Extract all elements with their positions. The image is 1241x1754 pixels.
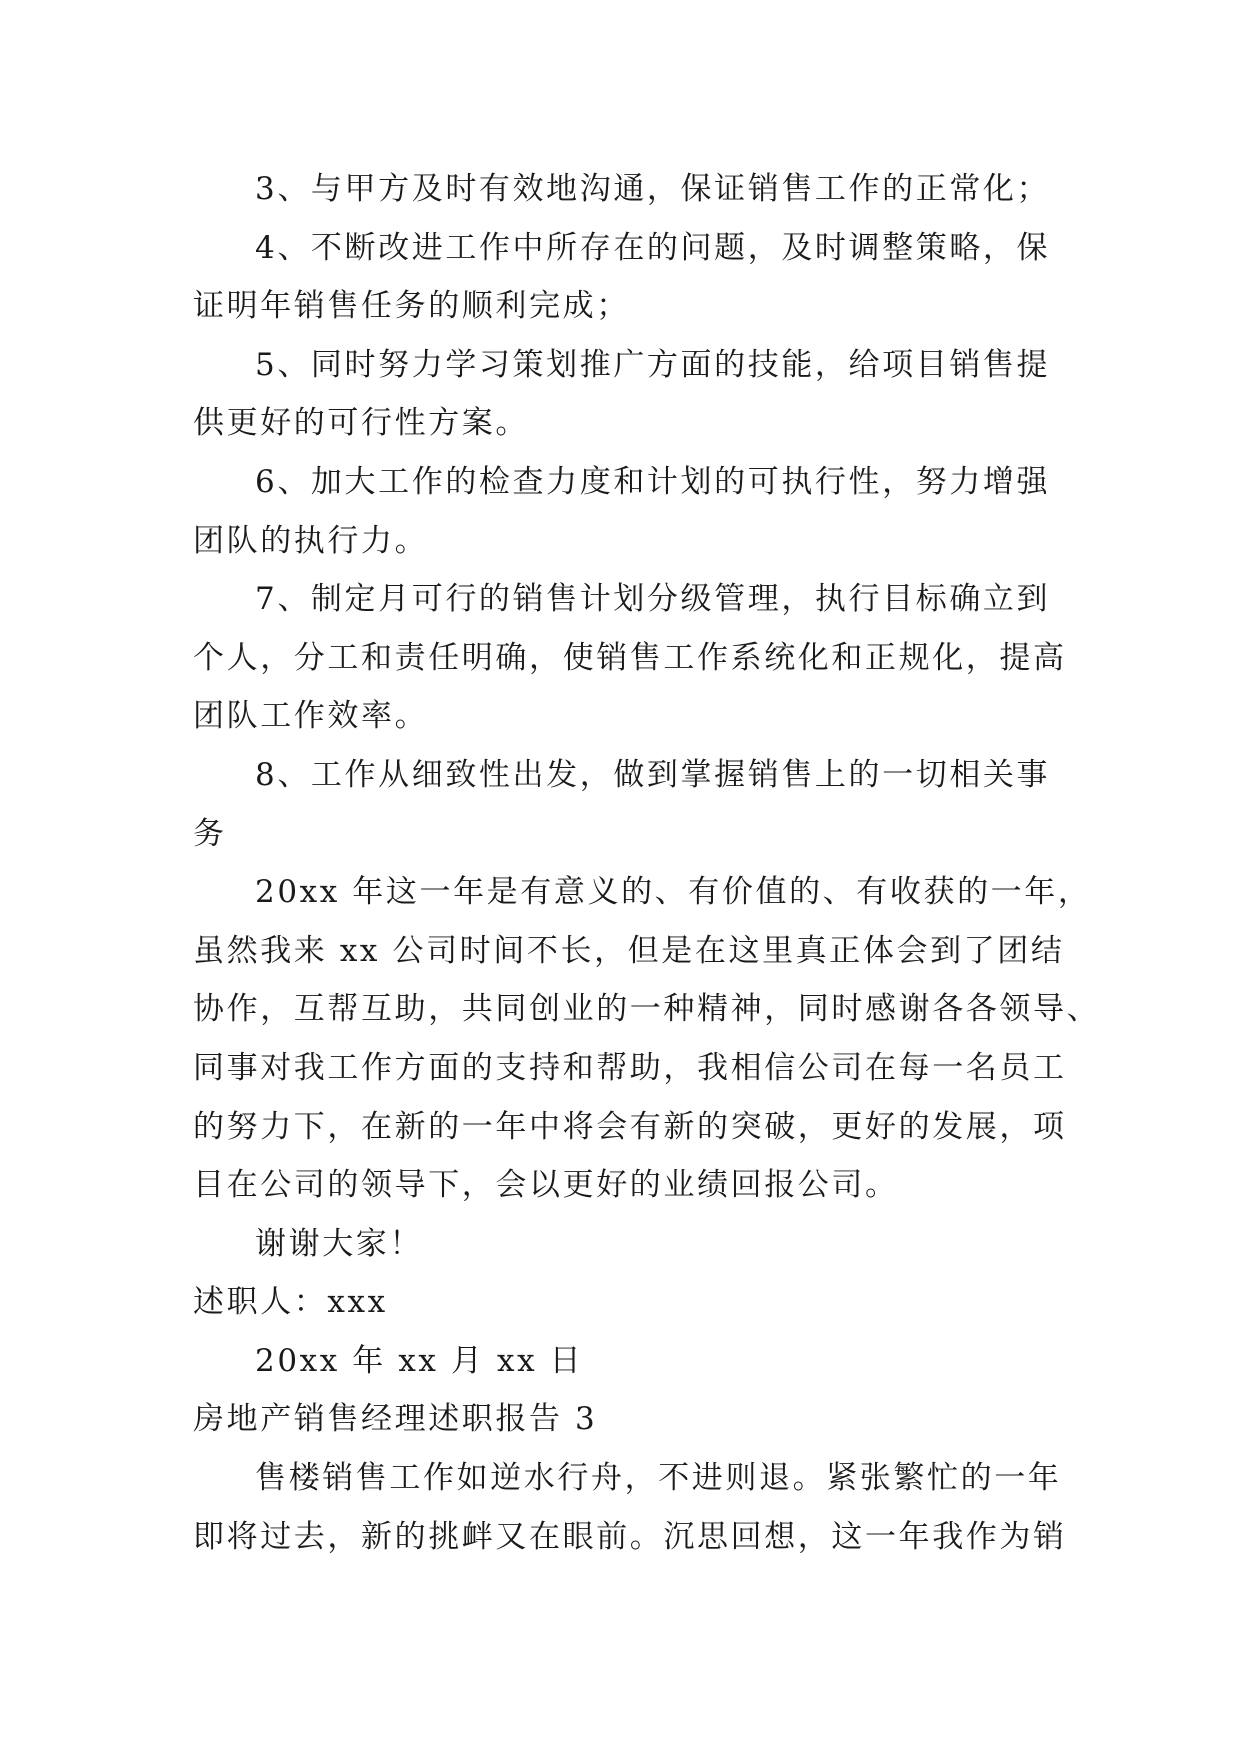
body-line: 20xx 年这一年是有意义的、有价值的、有收获的一年， xyxy=(255,874,1092,911)
section-title: 房地产销售经理述职报告 3 xyxy=(193,1401,598,1438)
document-body xyxy=(193,160,1101,1566)
body-line: 4、不断改进工作中所存在的问题，及时调整策略，保 xyxy=(255,229,1051,266)
date-line: 20xx 年 xx 月 xx 日 xyxy=(255,1342,584,1379)
body-line: 8、工作从细致性出发，做到掌握销售上的一切相关事 xyxy=(255,756,1051,793)
body-line: 团队工作效率。 xyxy=(193,698,429,735)
closing-thanks: 谢谢大家！ xyxy=(255,1225,423,1262)
body-line: 目在公司的领导下，会以更好的业绩回报公司。 xyxy=(193,1167,899,1204)
body-line: 3、与甲方及时有效地沟通，保证销售工作的正常化； xyxy=(255,171,1051,207)
body-line: 供更好的可行性方案。 xyxy=(193,405,529,442)
body-line: 5、同时努力学习策划推广方面的技能，给项目销售提 xyxy=(255,346,1051,383)
body-line: 售楼销售工作如逆水行舟，不进则退。紧张繁忙的一年 xyxy=(255,1460,1062,1497)
body-line: 6、加大工作的检查力度和计划的可执行性，努力增强 xyxy=(255,463,1051,500)
body-line: 7、制定月可行的销售计划分级管理，执行目标确立到 xyxy=(255,581,1051,618)
body-line: 务 xyxy=(193,815,227,852)
signer-line: 述职人：xxx xyxy=(193,1284,388,1321)
body-line: 个人，分工和责任明确，使销售工作系统化和正规化，提高 xyxy=(193,639,1067,676)
body-line: 的努力下，在新的一年中将会有新的突破，更好的发展，项 xyxy=(193,1108,1067,1145)
body-line: 虽然我来 xx 公司时间不长，但是在这里真正体会到了团结 xyxy=(193,932,1065,969)
body-line: 协作，互帮互助，共同创业的一种精神，同时感谢各各领导、 xyxy=(193,991,1101,1028)
body-line: 同事对我工作方面的支持和帮助，我相信公司在每一名员工 xyxy=(193,1049,1067,1086)
body-line: 即将过去，新的挑衅又在眼前。沉思回想，这一年我作为销 xyxy=(193,1518,1067,1555)
body-line: 团队的执行力。 xyxy=(193,522,429,559)
body-line: 证明年销售任务的顺利完成； xyxy=(193,288,630,325)
